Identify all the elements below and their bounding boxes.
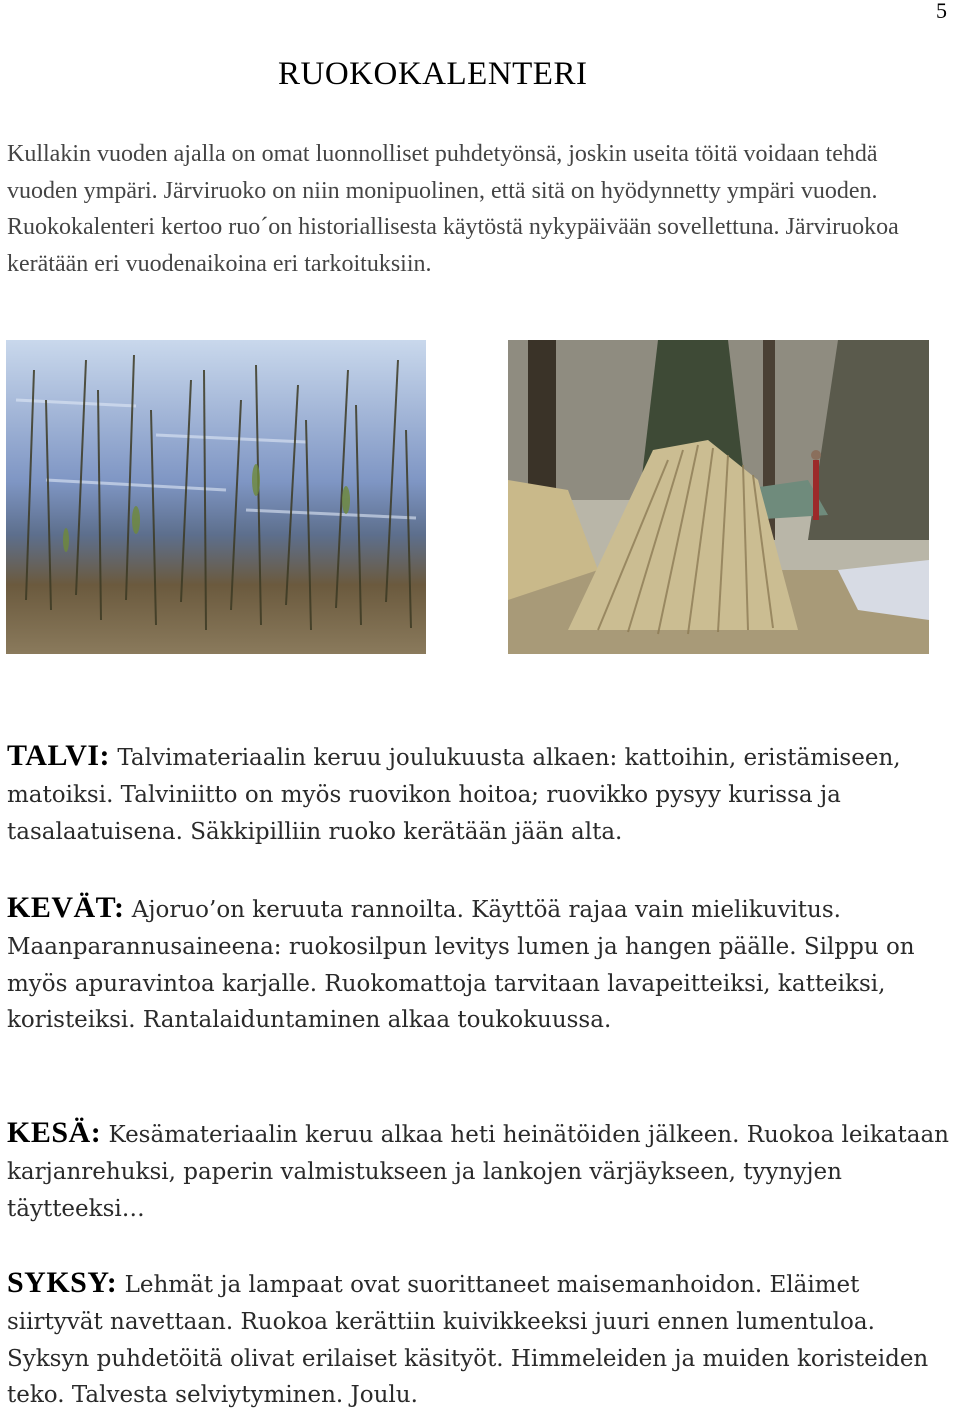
reed-bundles-photo: [508, 340, 929, 654]
season-label-syksy: SYKSY:: [7, 1266, 118, 1299]
season-label-kesa: KESÄ:: [7, 1116, 102, 1149]
lake-reeds-photo: [6, 340, 426, 654]
season-kevat: [7, 890, 952, 1039]
season-text-kevat: Ajoruo’on keruuta rannoilta. Käyttöä rajaa vain mielikuvitus. Maanparannusaineena: ruokosilpun levitys lumen ja hangen päälle. Silppu on myös apuravintoa karjalle. Ruokomattoja tarvitaan lavapeitteiksi, katteiksi, koristeiksi. Rantalaiduntaminen alkaa toukokuussa.: [7, 897, 915, 1034]
season-label-talvi: TALVI:: [7, 739, 111, 772]
page-number: 5: [936, 0, 947, 23]
season-talvi: [7, 738, 952, 850]
season-text-kesa: Kesämateriaalin keruu alkaa heti heinätöiden jälkeen. Ruokoa leikataan karjanrehuksi, paperin valmistukseen ja lankojen värjäykseen, tyynyjen täytteeksi…: [7, 1122, 949, 1222]
season-kesa: [7, 1115, 952, 1227]
season-text-talvi: Talvimateriaalin keruu joulukuusta alkaen: kattoihin, eristämiseen, matoiksi. Talviniitto on myös ruovikon hoitoa; ruovikko pysyy kurissa ja tasalaatuisena. Säkkipilliin ruoko kerätään jään alta.: [7, 745, 901, 845]
page-title: RUOKOKALENTERI: [278, 56, 588, 92]
intro-paragraph: Kullakin vuoden ajalla on omat luonnolliset puhdetyönsä, joskin useita töitä voidaan tehdä vuoden ympäri. Järviruoko on niin monipuolinen, että sitä on hyödynnetty ympäri vuoden. Ruokokalenteri kertoo ruo´on historiallisesta käytöstä nykypäivään sovellettuna. Järviruokoa kerätään eri vuodenaikoina eri tarkoituksiin.: [7, 141, 899, 277]
season-text-syksy: Lehmät ja lampaat ovat suorittaneet maisemanhoidon. Eläimet siirtyvät navettaan. Ruokoa kerättiin kuivikkeeksi juuri ennen lumentuloa. Syksyn puhdetöitä olivat erilaiset käsityöt. Himmeleiden ja muiden koristeiden teko. Talvesta selviytyminen. Joulu.: [7, 1272, 929, 1409]
season-label-kevat: KEVÄT:: [7, 891, 125, 924]
season-syksy: [7, 1265, 952, 1414]
